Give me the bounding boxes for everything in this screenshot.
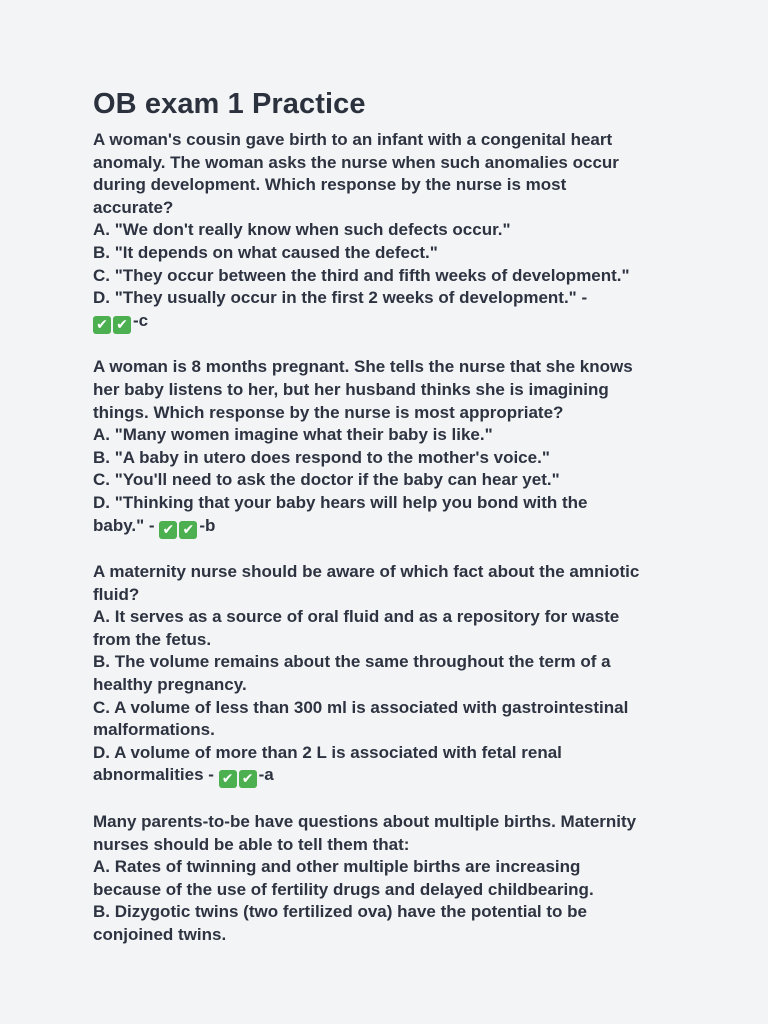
check-mark-icon: ✔	[179, 521, 197, 539]
check-mark-icon: ✔	[219, 770, 237, 788]
answer-option: because of the use of fertility drugs and delayed childbearing.	[93, 879, 594, 899]
question-stem-line: A maternity nurse should be aware of which fact about the amniotic	[93, 562, 640, 582]
answer-option: D. "Thinking that your baby hears will help you bond with the	[93, 492, 588, 512]
answer-option: C. "They occur between the third and fifth weeks of development."	[93, 265, 630, 285]
check-mark-icon: ✔	[93, 316, 111, 334]
question-3	[93, 561, 685, 788]
check-mark-icon: ✔	[113, 316, 131, 334]
check-mark-icon: ✔	[239, 770, 257, 788]
page-title: OB exam 1 Practice	[93, 88, 366, 120]
answer-key-line	[93, 764, 685, 788]
answer-prefix: abnormalities -	[93, 765, 219, 785]
answer-option: D. "They usually occur in the first 2 weeks of development." -	[93, 288, 588, 308]
answer-prefix: baby." -	[93, 515, 160, 535]
answer-key-line	[93, 515, 685, 539]
answer-option: D. A volume of more than 2 L is associated with fetal renal	[93, 742, 562, 762]
answer-option: C. A volume of less than 300 ml is associated with gastrointestinal	[93, 697, 629, 717]
question-stem-line: her baby listens to her, but her husband thinks she is imagining	[93, 379, 609, 399]
answer-option: malformations.	[93, 720, 215, 740]
answer-option: healthy pregnancy.	[93, 675, 247, 695]
question-stem-line: nurses should be able to tell them that:	[93, 834, 410, 854]
question-stem-line: fluid?	[93, 584, 140, 604]
answer-option: from the fetus.	[93, 629, 212, 649]
question-1	[93, 129, 685, 334]
answer-option: B. Dizygotic twins (two fertilized ova) have the potential to be	[93, 902, 587, 922]
question-4	[93, 811, 685, 947]
question-stem-line: accurate?	[93, 197, 174, 217]
check-mark-icon: ✔	[159, 521, 177, 539]
question-stem-line: A woman's cousin gave birth to an infant with a congenital heart	[93, 130, 613, 149]
answer-key-line	[93, 310, 685, 334]
question-stem-line: Many parents-to-be have questions about multiple births. Maternity	[93, 812, 637, 832]
answer-option: B. "It depends on what caused the defect."	[93, 242, 438, 262]
answer-key: -a	[258, 765, 274, 785]
answer-option: A. It serves as a source of oral fluid and as a repository for waste	[93, 607, 620, 627]
question-stem-line: during development. Which response by the nurse is most	[93, 175, 567, 195]
answer-option: A. "Many women imagine what their baby is like."	[93, 425, 493, 445]
question-stem-line: A woman is 8 months pregnant. She tells the nurse that she knows	[93, 357, 633, 377]
answer-option: conjoined twins.	[93, 925, 227, 944]
answer-option: B. "A baby in utero does respond to the mother's voice."	[93, 447, 550, 467]
question-stem-line: anomaly. The woman asks the nurse when such anomalies occur	[93, 152, 619, 172]
answer-key: -c	[133, 310, 149, 330]
questions-container	[93, 129, 685, 947]
answer-option: A. "We don't really know when such defects occur."	[93, 220, 511, 240]
answer-option: A. Rates of twinning and other multiple births are increasing	[93, 857, 581, 877]
answer-option: B. The volume remains about the same throughout the term of a	[93, 652, 611, 672]
question-2	[93, 356, 685, 538]
answer-option: C. "You'll need to ask the doctor if the baby can hear yet."	[93, 470, 560, 490]
answer-key: -b	[199, 515, 216, 535]
question-stem-line: things. Which response by the nurse is most appropriate?	[93, 402, 564, 422]
